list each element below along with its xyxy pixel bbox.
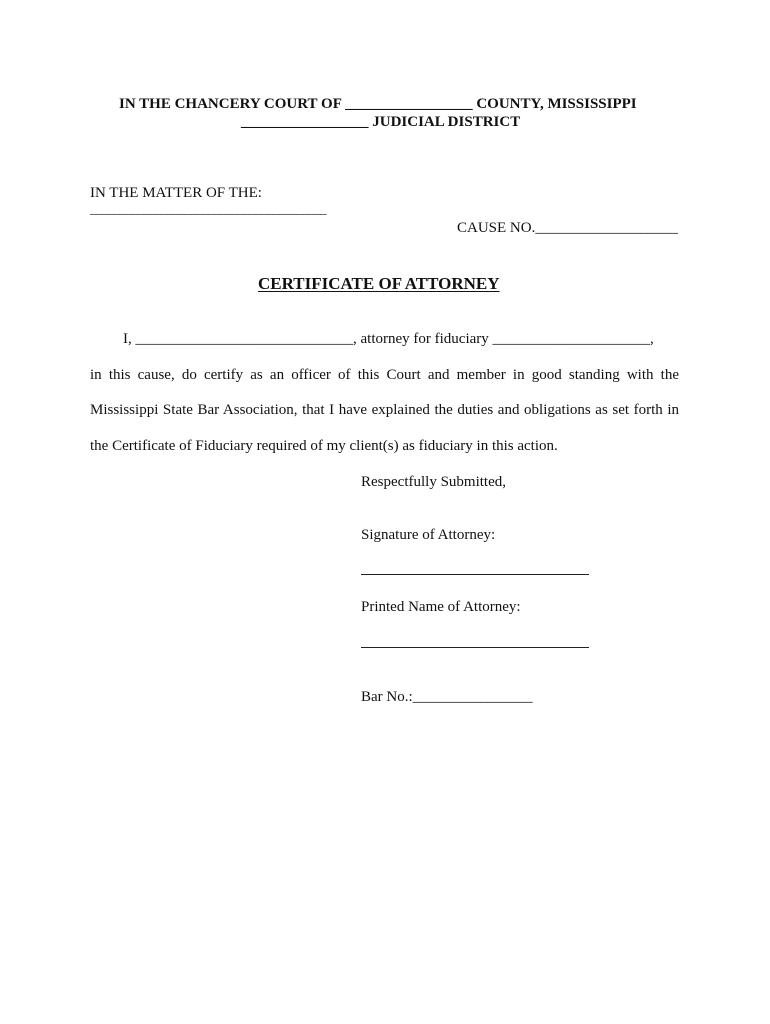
district-label: JUDICIAL DISTRICT	[372, 114, 521, 130]
signature-line[interactable]	[361, 574, 589, 575]
attorney-name-blank[interactable]: _____________________________	[135, 331, 353, 347]
cause-blank[interactable]: ___________________	[535, 220, 678, 236]
document-title: CERTIFICATE OF ATTORNEY	[258, 274, 500, 293]
matter-blank[interactable]: ________________________________________	[90, 201, 327, 216]
signature-label: Signature of Attorney:	[361, 527, 496, 543]
bar-number	[361, 688, 533, 706]
court-suffix: COUNTY, MISSISSIPPI	[476, 96, 637, 112]
district-blank[interactable]: _________________	[241, 114, 369, 130]
body-line-2: in this cause, do certify as an officer of this Court and member in good standing with the	[90, 367, 679, 383]
body-line-1	[123, 330, 654, 348]
court-header	[119, 95, 637, 113]
printed-name-line[interactable]	[361, 647, 589, 648]
body-line-1-prefix: I,	[123, 331, 132, 347]
bar-label: Bar No.:	[361, 689, 413, 705]
fiduciary-name-blank[interactable]: _____________________	[492, 331, 651, 347]
cause-label: CAUSE NO.	[457, 220, 536, 236]
body-line-1-mid: , attorney for fiduciary	[353, 331, 489, 347]
bar-number-blank[interactable]: ________________	[412, 689, 533, 705]
district-header	[241, 113, 520, 131]
printed-name-label: Printed Name of Attorney:	[361, 599, 521, 615]
cause-number	[457, 219, 678, 237]
body-line-4: the Certificate of Fiduciary required of my client(s) as fiduciary in this action.	[90, 438, 558, 454]
court-prefix: IN THE CHANCERY COURT OF	[119, 96, 342, 112]
respectfully-submitted: Respectfully Submitted,	[361, 474, 506, 490]
county-blank[interactable]: _________________	[345, 96, 473, 112]
body-line-1-suffix: ,	[650, 331, 654, 347]
body-line-3: Mississippi State Bar Association, that I have explained the duties and obligations as set forth in	[90, 402, 679, 418]
matter-label: IN THE MATTER OF THE:	[90, 185, 262, 201]
